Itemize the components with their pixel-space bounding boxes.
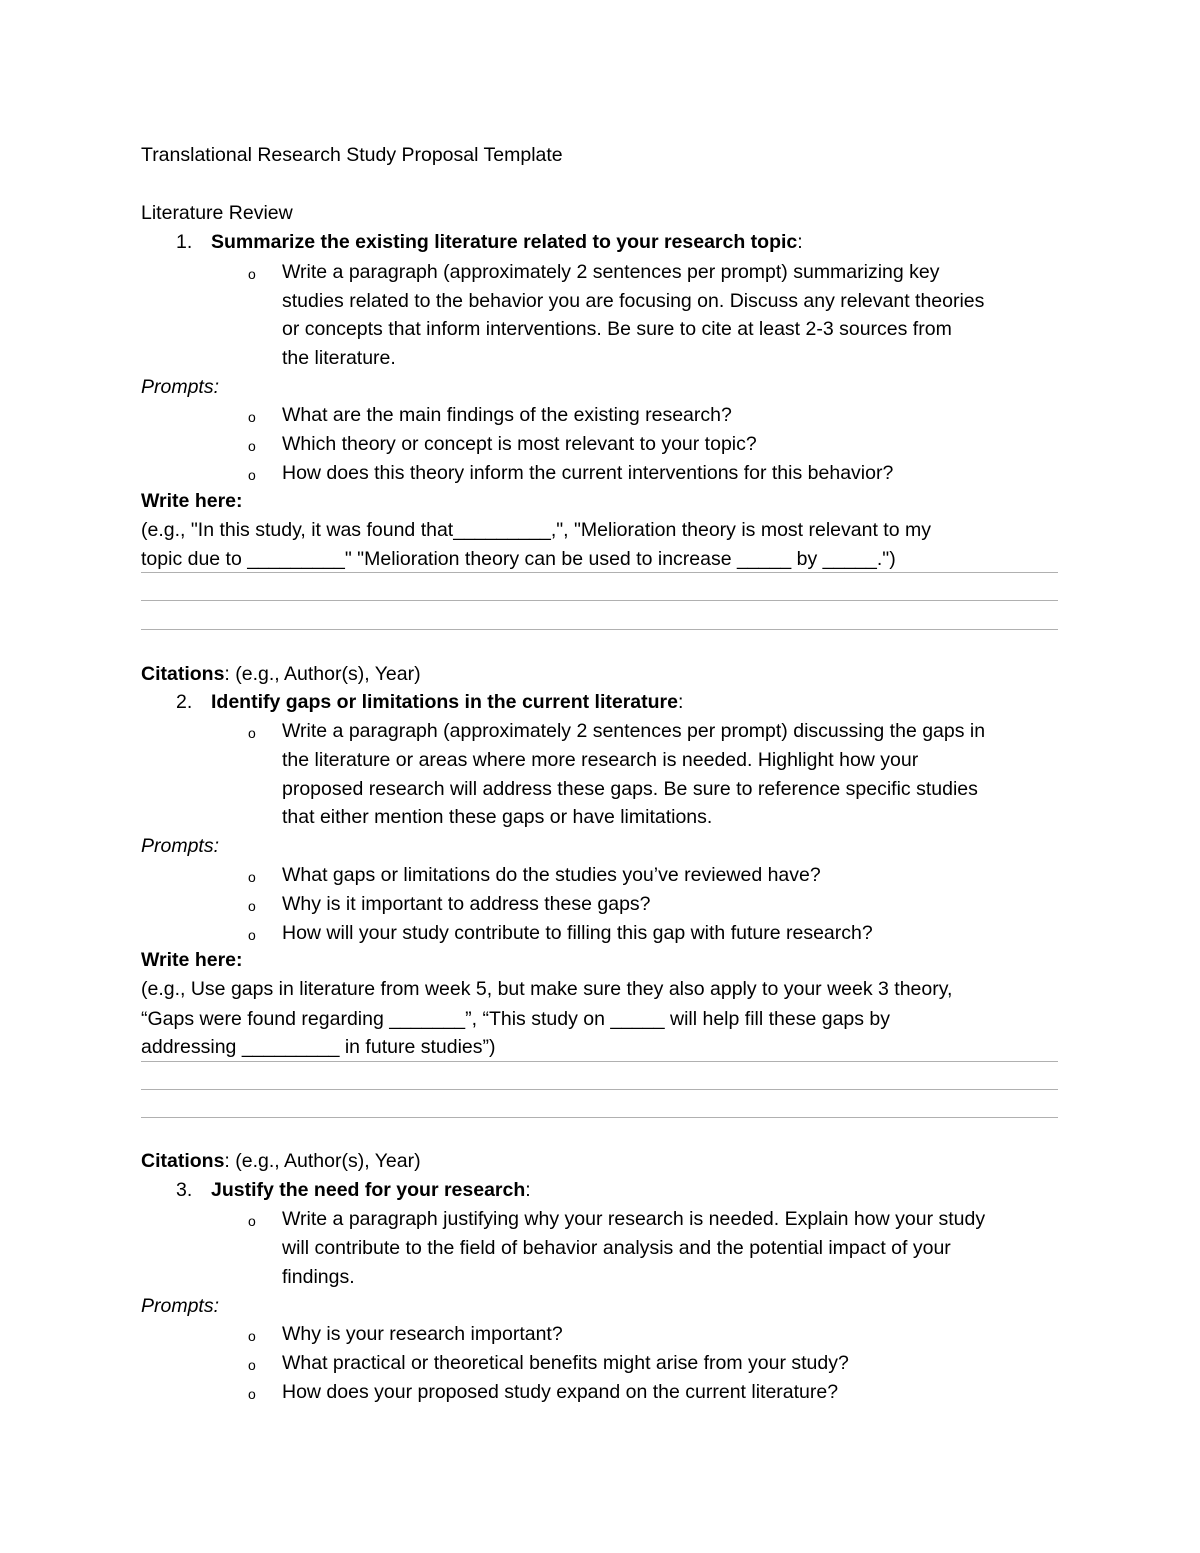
prompts-label: Prompts: bbox=[141, 376, 220, 398]
item-1-instruction-line: Write a paragraph (approximately 2 sentences per prompt) summarizing key bbox=[282, 261, 940, 283]
answer-line[interactable] bbox=[141, 1089, 1058, 1090]
item-2-prompt: What gaps or limitations do the studies you’ve reviewed have? bbox=[282, 864, 821, 886]
item-3-heading: Justify the need for your research: bbox=[211, 1179, 531, 1201]
item-2-number: 2. bbox=[176, 691, 193, 713]
item-2-example-line: “Gaps were found regarding _______”, “This study on _____ will help fill these gaps by bbox=[141, 1008, 891, 1030]
item-1-example-line: (e.g., "In this study, it was found that_________,", "Melioration theory is most relevant to my bbox=[141, 519, 931, 541]
bullet-icon: o bbox=[248, 467, 256, 483]
item-2-instruction-line: the literature or areas where more research is needed. Highlight how your bbox=[282, 749, 919, 771]
bullet-icon: o bbox=[248, 1213, 256, 1229]
item-2-heading: Identify gaps or limitations in the current literature: bbox=[211, 691, 684, 713]
item-2-instruction-line: that either mention these gaps or have limitations. bbox=[282, 806, 713, 828]
item-1-example-line: topic due to _________" "Melioration theory can be used to increase _____ by _____.") bbox=[141, 548, 896, 570]
item-1-number: 1. bbox=[176, 231, 193, 253]
bullet-icon: o bbox=[248, 409, 256, 425]
item-2-prompt: Why is it important to address these gaps? bbox=[282, 893, 651, 915]
prompts-label: Prompts: bbox=[141, 1295, 220, 1317]
bullet-icon: o bbox=[248, 1328, 256, 1344]
bullet-icon: o bbox=[248, 1386, 256, 1402]
item-3-instruction-line: Write a paragraph justifying why your research is needed. Explain how your study bbox=[282, 1208, 986, 1230]
item-1-instruction-line: studies related to the behavior you are focusing on. Discuss any relevant theories bbox=[282, 290, 985, 312]
answer-line[interactable] bbox=[141, 629, 1058, 630]
item-2-instruction-line: Write a paragraph (approximately 2 sentences per prompt) discussing the gaps in bbox=[282, 720, 986, 742]
answer-line[interactable] bbox=[141, 1117, 1058, 1118]
section-heading: Literature Review bbox=[141, 202, 293, 224]
item-2-example-line: (e.g., Use gaps in literature from week 5, but make sure they also apply to your week 3 theory, bbox=[141, 978, 953, 1000]
bullet-icon: o bbox=[248, 869, 256, 885]
write-here-label: Write here: bbox=[141, 490, 243, 512]
item-2-instruction-line: proposed research will address these gaps. Be sure to reference specific studies bbox=[282, 778, 978, 800]
answer-line[interactable] bbox=[141, 600, 1058, 601]
item-3-instruction-line: findings. bbox=[282, 1266, 355, 1288]
item-3-prompt: How does your proposed study expand on the current literature? bbox=[282, 1381, 839, 1403]
citations-line: Citations: (e.g., Author(s), Year) bbox=[141, 663, 421, 685]
document-title: Translational Research Study Proposal Template bbox=[141, 144, 563, 166]
item-2-example-line: addressing _________ in future studies”) bbox=[141, 1036, 496, 1058]
item-1-prompt: How does this theory inform the current interventions for this behavior? bbox=[282, 462, 894, 484]
item-3-prompt: What practical or theoretical benefits might arise from your study? bbox=[282, 1352, 849, 1374]
item-3-number: 3. bbox=[176, 1179, 193, 1201]
write-here-label: Write here: bbox=[141, 949, 243, 971]
prompts-label: Prompts: bbox=[141, 835, 220, 857]
bullet-icon: o bbox=[248, 725, 256, 741]
item-1-prompt: What are the main findings of the existing research? bbox=[282, 404, 732, 426]
item-1-instruction-line: the literature. bbox=[282, 347, 396, 369]
citations-line: Citations: (e.g., Author(s), Year) bbox=[141, 1150, 421, 1172]
item-2-prompt: How will your study contribute to filling this gap with future research? bbox=[282, 922, 873, 944]
item-1-prompt: Which theory or concept is most relevant to your topic? bbox=[282, 433, 757, 455]
bullet-icon: o bbox=[248, 927, 256, 943]
bullet-icon: o bbox=[248, 266, 256, 282]
item-3-prompt: Why is your research important? bbox=[282, 1323, 563, 1345]
answer-line[interactable] bbox=[141, 1061, 1058, 1062]
item-1-instruction-line: or concepts that inform interventions. Be sure to cite at least 2-3 sources from bbox=[282, 318, 952, 340]
bullet-icon: o bbox=[248, 1357, 256, 1373]
bullet-icon: o bbox=[248, 898, 256, 914]
item-1-heading: Summarize the existing literature related to your research topic: bbox=[211, 231, 803, 253]
bullet-icon: o bbox=[248, 438, 256, 454]
answer-line[interactable] bbox=[141, 572, 1058, 573]
item-3-instruction-line: will contribute to the field of behavior analysis and the potential impact of your bbox=[282, 1237, 951, 1259]
